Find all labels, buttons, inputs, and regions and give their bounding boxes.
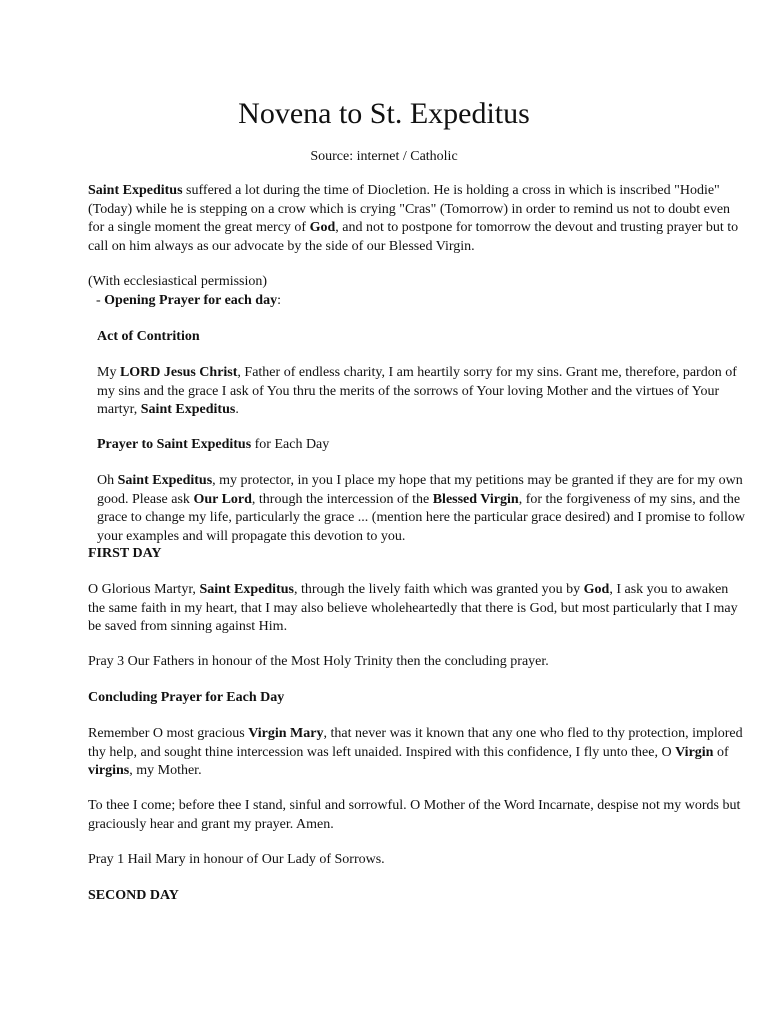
opening-prayer-line [88,292,748,311]
contrition-text-3: . [235,402,239,418]
concluding-heading: Concluding Prayer for Each Day [88,690,285,705]
contrition-bold-1: LORD Jesus Christ [119,365,238,380]
intro-text-2: , and not to postpone for tomorrow the devout and trusting prayer but to call on him always as our advocate by the side of our Blessed Virgin. [88,220,739,254]
page-title: Novena to St. Expeditus [238,97,530,130]
concluding-pray-line: Pray 1 Hail Mary in honour of Our Lady of Sorrows. [88,852,385,867]
contrition-heading: Act of Contrition [97,329,200,344]
concluding-paragraph-1: Remember O most gracious Virgin Mary, that never was it known that any one who fled to thy protection, implored thy help, and sought thine intercession was left unaided. Inspired with this confidence, I fly unto thee, O Virgin of virgins, my Mother. [88,726,743,779]
source-line: Source: internet / Catholic [310,149,458,164]
intro-bold-2: God [309,220,336,236]
contrition-text-2: , Father of endless charity, I am heartily sorry for my sins. Grant me, therefore, pardon of my sins and the grace I ask of You thru the merits of the sorrows of Your loving Mother and the virtues of Your martyr, [97,365,737,418]
intro-text-1: suffered a lot during the time of Diocletion. He is holding a cross in which is inscribed "Hodie" (Today) while he is stepping on a crow which is crying "Cras" (Tomorrow) in order to remind us not to doubt even for a single moment the great mercy of [88,183,731,236]
contrition-bold-2: Saint Expeditus [140,402,236,418]
permission-line: (With ecclesiastical permission) [88,274,268,289]
opening-colon: : [277,293,281,308]
concluding-paragraph-2: To thee I come; before thee I stand, sinful and sorrowful. O Mother of the Word Incarnate, despise not my words but graciously hear and grant my prayer. Amen. [88,798,741,832]
intro-paragraph [88,182,748,256]
first-day-pray-line: Pray 3 Our Fathers in honour of the Most Holy Trinity then the concluding prayer. [88,654,549,669]
each-day-heading [97,436,755,455]
first-day-heading: FIRST DAY [88,546,162,561]
second-day-heading: SECOND DAY [88,888,179,903]
contrition-paragraph [97,364,755,420]
first-day-paragraph: O Glorious Martyr, Saint Expeditus, through the lively faith which was granted you by God, I ask you to awaken the same faith in my heart, that I may also believe wholeheartedly that there is God, but most particularly that I may be saved from sinning against Him. [88,582,738,635]
opening-dash: - [96,293,105,308]
each-day-paragraph: Oh Saint Expeditus, my protector, in you I place my hope that my petitions may be granted if they are for my own good. Please ask Our Lord, through the intercession of the Blessed Virgin, for the forgiveness of my sins, and the grace to change my life, particularly the grace ... (mention here the particular grace desired) and I promise to follow your examples and will propagate this devotion to you. [97,473,745,544]
opening-label: Opening Prayer for each day [104,293,278,308]
each-day-heading-bold: Prayer to Saint Expeditus [97,437,252,452]
contrition-text-1: My [97,365,120,380]
each-day-heading-rest: for Each Day [251,437,330,452]
intro-bold-1: Saint Expeditus [88,183,183,198]
